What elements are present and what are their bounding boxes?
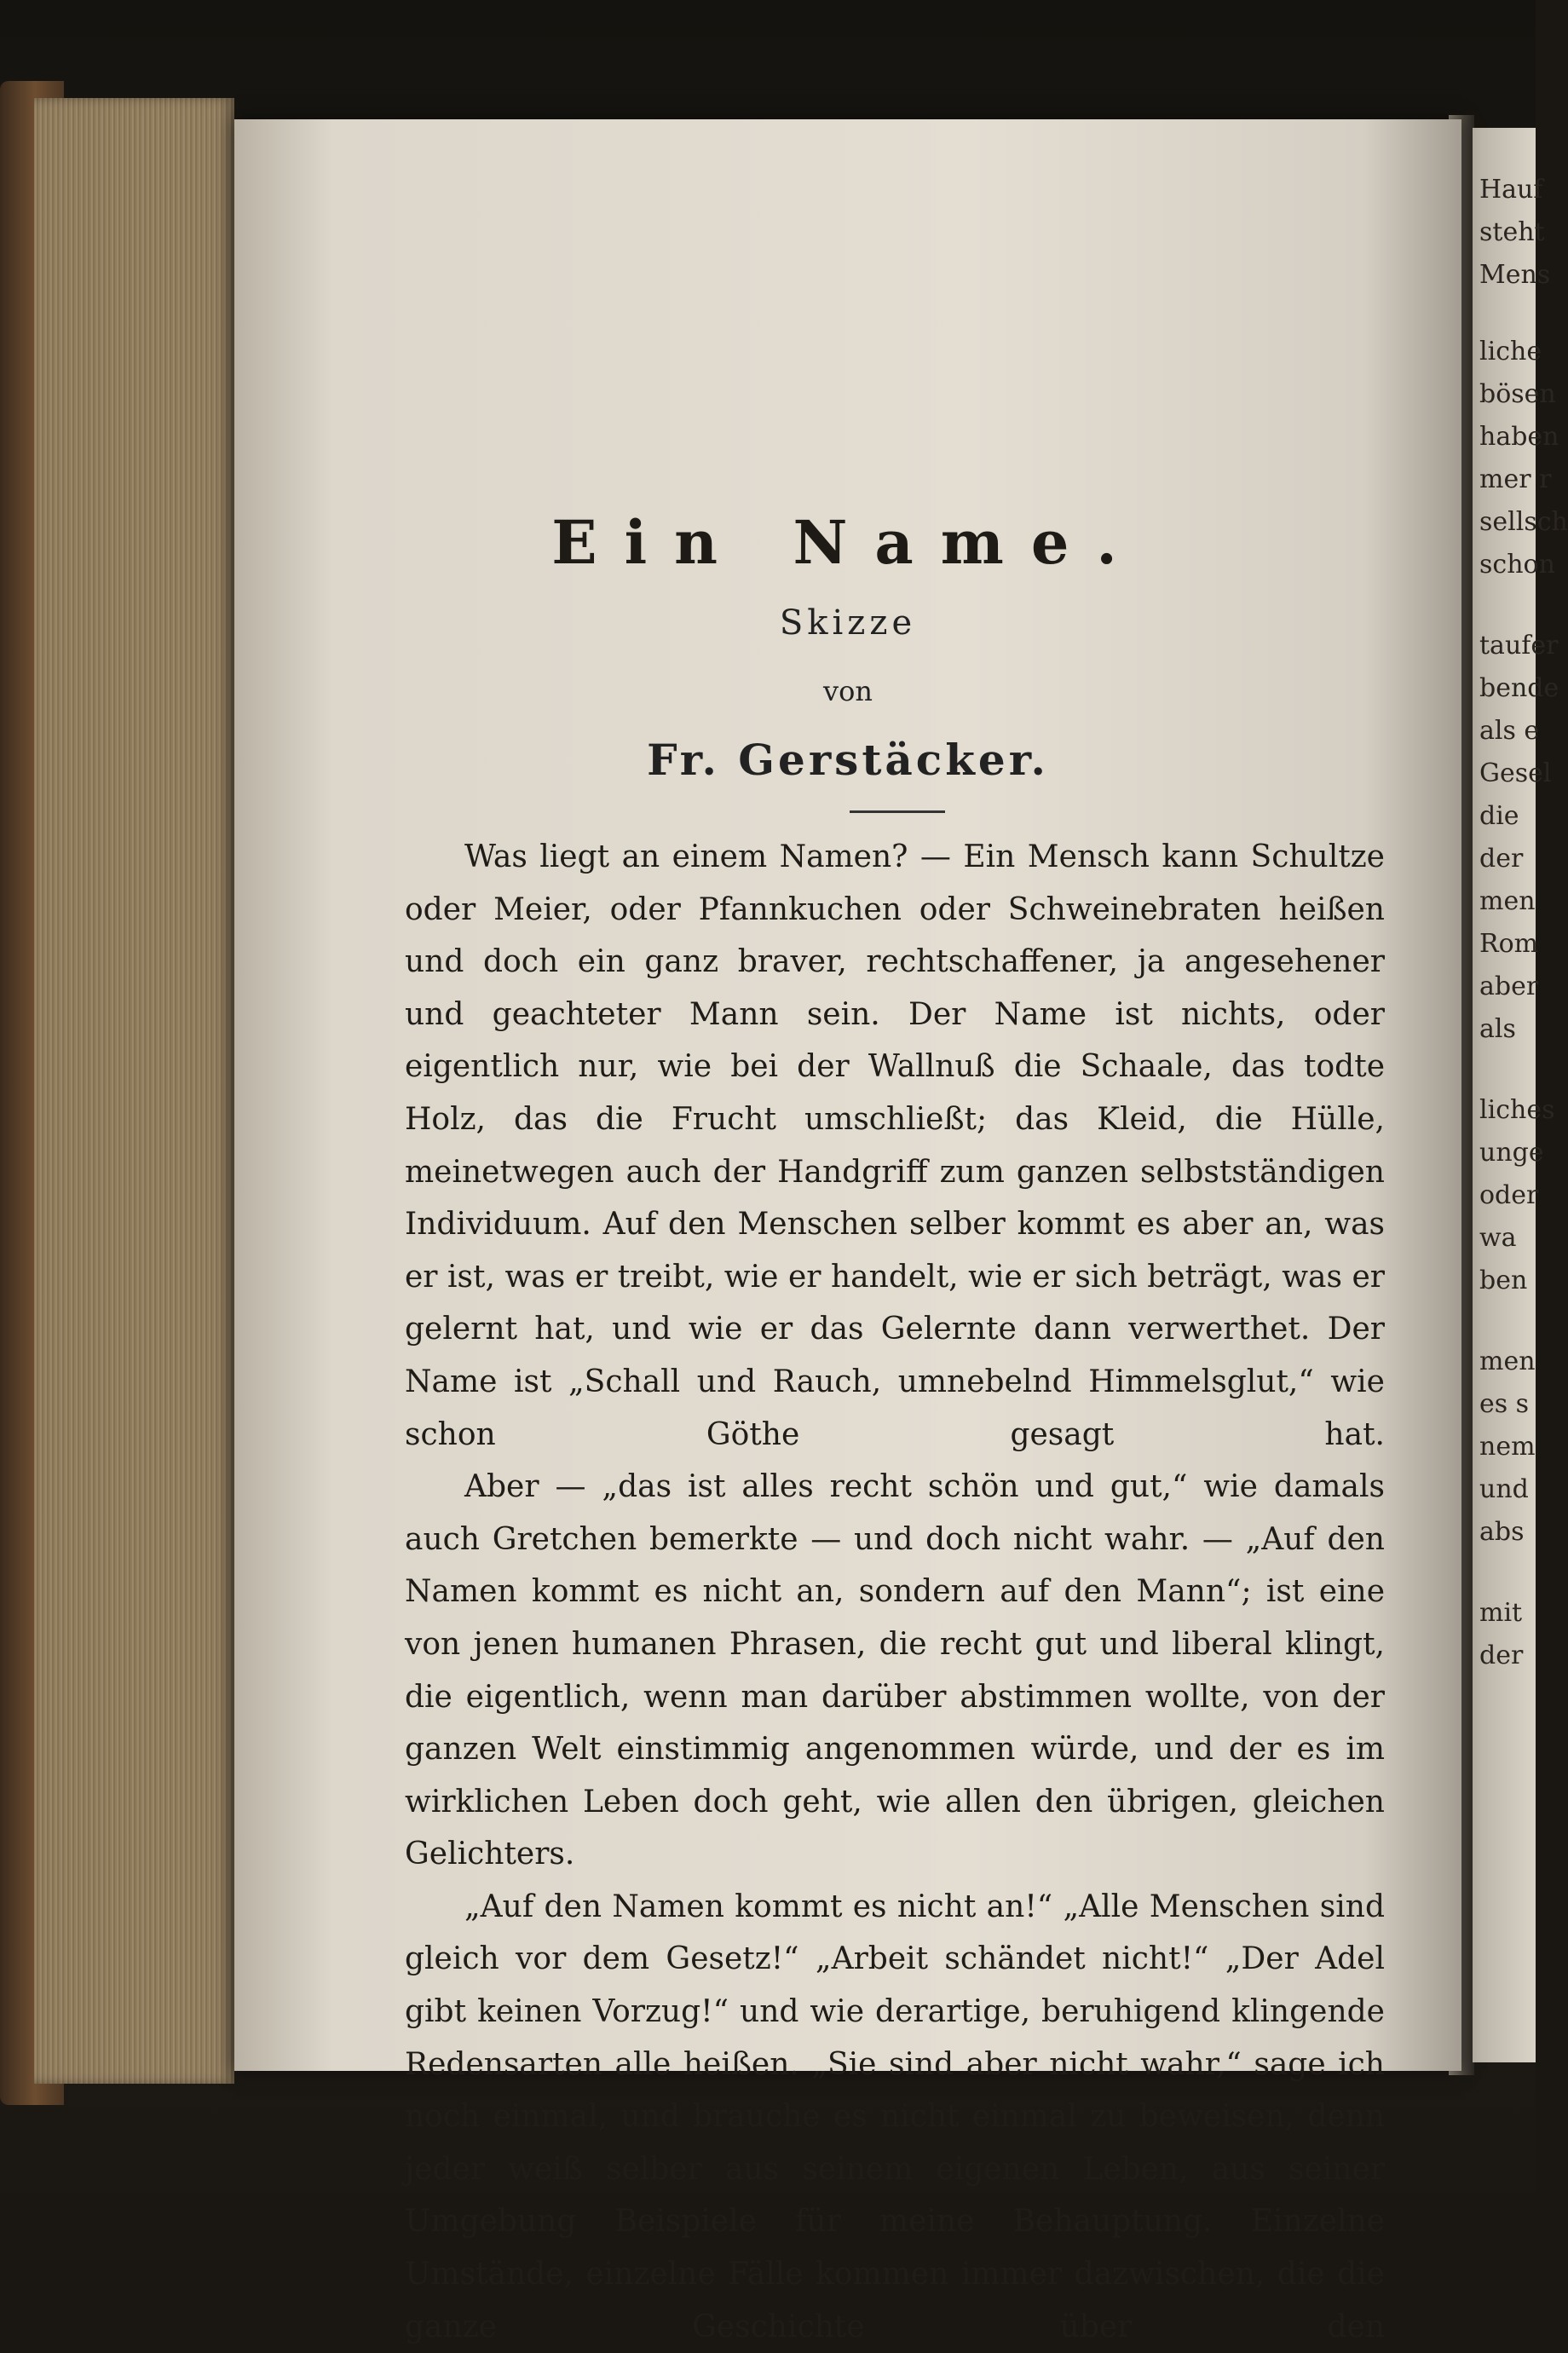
article-author: Fr. Gerstäcker. [647, 735, 1049, 785]
facing-page-fragment: men [1479, 886, 1536, 916]
facing-page-fragment: abs [1479, 1517, 1525, 1547]
facing-page-fragment: Mens [1479, 260, 1551, 290]
facing-page-fragment: Gesel [1479, 758, 1552, 788]
title-rule [850, 810, 945, 813]
facing-page-fragment: liche [1479, 337, 1542, 366]
book-page [234, 119, 1461, 2344]
byline-von: von [823, 675, 873, 707]
facing-page-fragment: men [1479, 1347, 1536, 1376]
facing-page-fragment: als e [1479, 716, 1540, 746]
facing-page-fragment: ben [1479, 1266, 1528, 1295]
paragraph-1: Was liegt an einem Namen? — Ein Mensch kann Schultze oder Meier, oder Pfannkuchen oder Schweinebraten heißen und doch ein ganz braver, rechtschaffener, ja angesehener und geachteter Mann sein. Der Name ist nichts, oder eigentlich nur, wie bei der Wallnuß die Schaale, das todte Holz, das die Frucht umschließt; das Kleid, die Hülle, meinetwegen auch der Handgriff zum ganzen selbstständigen Individuum. Auf den Menschen selber kommt es aber an, was er ist, was er treibt, wie er handelt, wie er sich beträgt, was er gelernt hat, und wie er das Gelernte dann verwerthet. Der Name ist „Schall und Rauch, umnebelnd Himmelsglut,“ wie schon Göthe gesagt hat. [405, 839, 1385, 1452]
paragraph-3: „Auf den Namen kommt es nicht an!“ „Alle Menschen sind gleich vor dem Gesetz!“ „Arbeit schändet nicht!“ „Der Adel gibt keinen Vorzug!“ und wie derartige, beruhigend klingende Redensarten alle heißen. „Sie sind aber nicht wahr,“ sage ich noch einmal, und brauche es nicht einmal zu beweisen, denn jeder weiß selber aus seinem eigenen Leben, aus seiner Umgebung Beispiele für meine Behauptung. Einzelne Umstände, einzelne Fälle kommen immer dazwischen, die die ganze Geschichte über den [405, 1889, 1385, 2344]
facing-page-fragment: schon [1479, 550, 1555, 580]
facing-page-fragment: sellsch [1479, 507, 1568, 537]
facing-page-fragment: mit [1479, 1598, 1523, 1628]
facing-page-fragment: Rom [1479, 929, 1539, 959]
article-genre: Skizze [779, 603, 917, 643]
facing-page-fragment: bösen [1479, 379, 1556, 409]
facing-page-fragment: nem [1479, 1432, 1536, 1462]
facing-page-fragment: haben [1479, 422, 1559, 452]
article-title: Ein Name. [551, 507, 1144, 578]
facing-page-fragment: der [1479, 844, 1524, 874]
facing-page-fragment: liches [1479, 1095, 1555, 1125]
facing-page-fragment: taufer [1479, 631, 1559, 660]
facing-page-fragment: unge [1479, 1138, 1544, 1168]
article-body [405, 831, 1385, 2353]
facing-page-fragment: als [1479, 1014, 1516, 1044]
facing-page-fragment: und [1479, 1474, 1529, 1504]
facing-page-fragment: bende [1479, 673, 1559, 703]
facing-page-fragment: wa [1479, 1223, 1517, 1253]
paragraph-2: Aber — „das ist alles recht schön und gut,“ wie damals auch Gretchen bemerkte — und doch nicht wahr. — „Auf den Namen kommt es nicht an, sondern auf den Mann“; ist eine von jenen humanen Phrasen, die recht gut und liberal klingt, die eigentlich, wenn man darüber abstimmen wollte, von der ganzen Welt einstimmig angenommen würde, und der es im wirklichen Leben doch geht, wie allen den übrigen, gleichen Gelichters. [405, 1469, 1385, 1872]
facing-page-fragment: oder [1479, 1180, 1539, 1210]
page-edges [34, 98, 234, 2084]
facing-page [1473, 128, 1568, 2062]
facing-page-fragment: steht [1479, 217, 1545, 247]
facing-page-fragment: der [1479, 1641, 1524, 1670]
facing-page-fragment: Hauf [1479, 175, 1543, 205]
facing-page-fragment: aber [1479, 972, 1539, 1001]
facing-page-fragment: mer r [1479, 464, 1552, 494]
facing-page-fragment: die [1479, 801, 1519, 831]
facing-page-fragment: es s [1479, 1389, 1530, 1419]
